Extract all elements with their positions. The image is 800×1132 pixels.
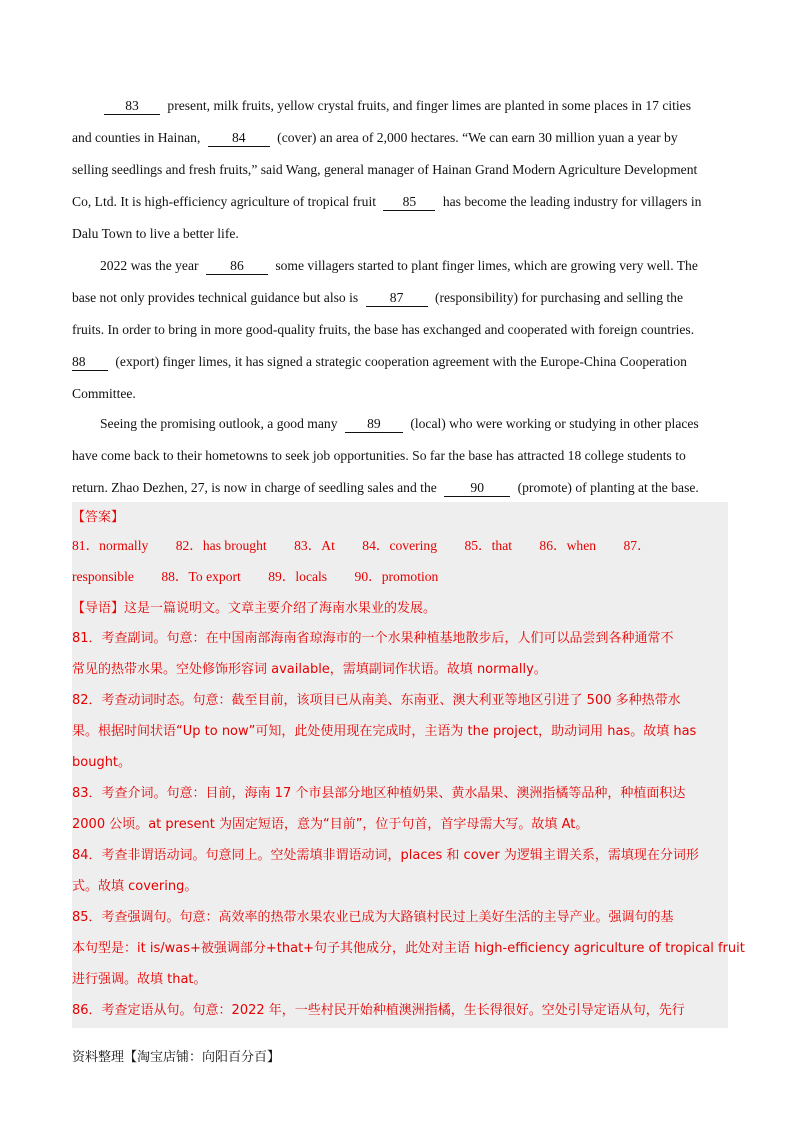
- text-line: Dalu Town to live a better life.: [72, 226, 239, 241]
- answer-row-1: [72, 530, 728, 561]
- answer-item: 82．has brought: [175, 538, 267, 553]
- text-line: have come back to their hometowns to seek job opportunities. So far the base has attracted 18 college students to: [72, 448, 686, 463]
- text-segment: and counties in Hainan,: [72, 130, 201, 145]
- text-line: [72, 90, 728, 122]
- explanation-84-line-2: 式。故填 covering。: [72, 879, 198, 894]
- text-segment: some villagers started to plant finger limes, which are growing very well. The: [275, 258, 698, 273]
- text-segment: (promote) of planting at the base.: [517, 480, 699, 495]
- text-segment: (cover) an area of 2,000 hectares. “We can earn 30 million yuan a year by: [277, 130, 678, 145]
- passage-paragraph-3: [72, 408, 728, 504]
- text-segment: Co, Ltd. It is high-efficiency agriculture of tropical fruit: [72, 194, 377, 209]
- answer-item: 85．that: [464, 538, 513, 553]
- answer-item: 88．To export: [161, 569, 241, 584]
- explanation-83-line-2: 2000 公顷。at present 为固定短语，意为“目前”，位于句首，首字母需大写。故填 At。: [72, 817, 589, 832]
- answer-item: 90．promotion: [354, 569, 439, 584]
- guide-line: 【导语】这是一篇说明文。文章主要介绍了海南水果业的发展。: [72, 601, 437, 616]
- text-line: [72, 250, 728, 282]
- blank-87: 87: [366, 290, 428, 307]
- text-line: selling seedlings and fresh fruits,” said Wang, general manager of Hainan Grand Modern Agriculture Development: [72, 162, 698, 177]
- text-segment: has become the leading industry for villagers in: [442, 194, 702, 209]
- explanation-82-line-1: 82．考查动词时态。句意：截至目前，该项目已从南美、东南亚、澳大利亚等地区引进了 500 多种热带水: [72, 693, 681, 708]
- answer-heading: 【答案】: [72, 510, 125, 525]
- explanation-85-line-1: 85．考查强调句。句意：高效率的热带水果农业已成为大路镇村民过上美好生活的主导产业。强调句的基: [72, 910, 674, 925]
- answer-item: 87．: [623, 538, 651, 553]
- text-segment: (export) finger limes, it has signed a strategic cooperation agreement with the Europe-China Cooperation: [115, 354, 687, 369]
- explanation-82-line-3: bought。: [72, 755, 132, 770]
- blank-90: 90: [444, 480, 510, 497]
- answer-item: 89．locals: [268, 569, 328, 584]
- text-segment: present, milk fruits, yellow crystal fruits, and finger limes are planted in some places in 17 cities: [167, 98, 692, 113]
- page-footer: 资料整理【淘宝店铺：向阳百分百】: [72, 1050, 281, 1065]
- text-segment: 2022 was the year: [100, 258, 199, 273]
- explanation-85-line-2: 本句型是：it is/was+被强调部分+that+句子其他成分，此处对主语 high-efficiency agriculture of tropical fruit: [72, 941, 745, 956]
- explanation-81-line-2: 常见的热带水果。空处修饰形容词 available，需填副词作状语。故填 normally。: [72, 662, 547, 677]
- blank-88: 88: [72, 354, 108, 371]
- blank-83: 83: [104, 98, 160, 115]
- explanation-86-line-1: 86．考查定语从句。句意：2022 年，一些村民开始种植澳洲指橘，生长得很好。空处引导定语从句，先行: [72, 1003, 685, 1018]
- text-line: [72, 186, 728, 218]
- passage-paragraph-2: [72, 250, 728, 410]
- text-segment: base not only provides technical guidance but also is: [72, 290, 359, 305]
- text-line: [72, 346, 728, 378]
- explanation-83-line-1: 83．考查介词。句意：目前，海南 17 个市县部分地区种植奶果、黄水晶果、澳洲指橘等品种，种植面积达: [72, 786, 686, 801]
- text-line: [72, 282, 728, 314]
- answer-item: 81．normally: [72, 538, 149, 553]
- text-line: Committee.: [72, 386, 136, 401]
- answer-item: 83．At: [294, 538, 335, 553]
- passage-paragraph-1: [72, 90, 728, 250]
- answer-item: 84．covering: [362, 538, 438, 553]
- text-segment: return. Zhao Dezhen, 27, is now in charge of seedling sales and the: [72, 480, 437, 495]
- text-line: [72, 408, 728, 440]
- explanation-84-line-1: 84．考查非谓语动词。句意同上。空处需填非谓语动词，places 和 cover 为逻辑主谓关系，需填现在分词形: [72, 848, 699, 863]
- answer-item: 86．when: [539, 538, 597, 553]
- explanation-82-line-2: 果。根据时间状语“Up to now”可知，此处使用现在完成时，主语为 the project，助动词用 has。故填 has: [72, 724, 697, 739]
- text-segment: (responsibility) for purchasing and selling the: [434, 290, 684, 305]
- blank-85: 85: [383, 194, 435, 211]
- text-line: [72, 122, 728, 154]
- explanation-85-line-3: 进行强调。故填 that。: [72, 972, 207, 987]
- blank-86: 86: [206, 258, 268, 275]
- text-line: fruits. In order to bring in more good-quality fruits, the base has exchanged and cooperated with foreign countries.: [72, 322, 695, 337]
- text-segment: (local) who were working or studying in other places: [410, 416, 699, 431]
- blank-89: 89: [345, 416, 403, 433]
- explanation-81-line-1: 81．考查副词。句意：在中国南部海南省琼海市的一个水果种植基地散步后，人们可以品尝到各种通常不: [72, 631, 674, 646]
- text-line: [72, 472, 728, 504]
- text-segment: Seeing the promising outlook, a good many: [100, 416, 338, 431]
- blank-84: 84: [208, 130, 270, 147]
- answer-row-2: [72, 561, 728, 592]
- answer-item: responsible: [72, 569, 134, 584]
